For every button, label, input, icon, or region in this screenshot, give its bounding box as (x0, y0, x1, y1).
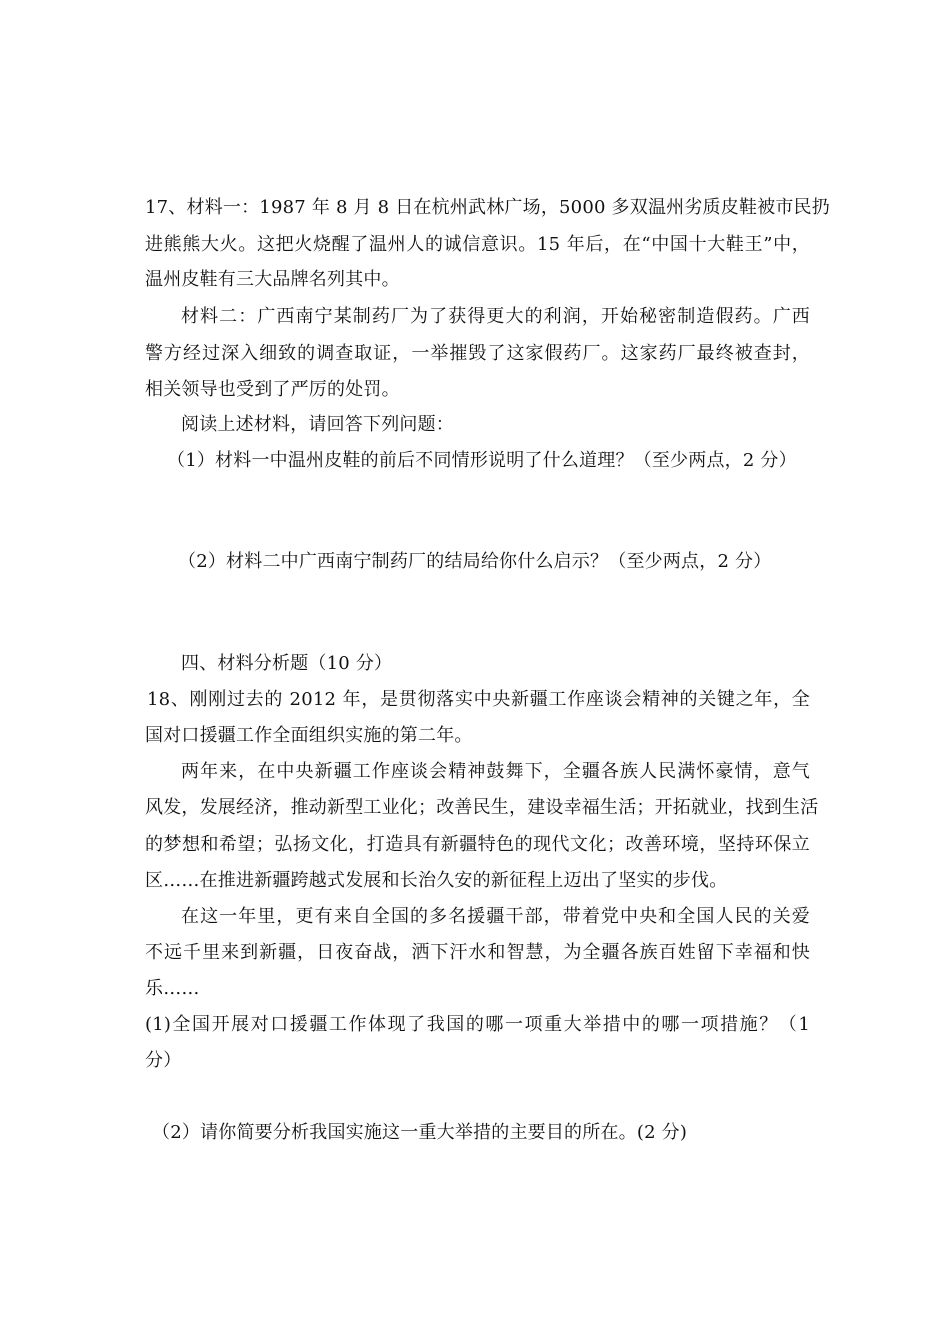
q17-reading-prompt: 阅读上述材料，请回答下列问题： (181, 414, 454, 435)
q18-subquestion-2: （2）请你简要分析我国实施这一重大举措的主要目的所在。(2 分) (152, 1122, 688, 1143)
q17-material2-line1: 材料二：广西南宁某制药厂为了获得更大的利润，开始秘密制造假药。广西 (181, 306, 810, 327)
q17-material1-line3: 温州皮鞋有三大品牌名列其中。 (145, 269, 400, 290)
q18-para3-line3: 乐…… (145, 978, 200, 999)
q17-material1-line1: 17、材料一：1987 年 8 月 8 日在杭州武林广场，5000 多双温州劣质皮鞋被市民扔 (145, 197, 830, 218)
q18-para3-line1: 在这一年里，更有来自全国的多名援疆干部，带着党中央和全国人民的关爱 (181, 906, 810, 927)
q17-subquestion-2: （2）材料二中广西南宁制药厂的结局给你什么启示？（至少两点，2 分） (178, 551, 772, 572)
q18-para2-line2: 风发，发展经济，推动新型工业化；改善民生，建设幸福生活；开拓就业，找到生活 (145, 797, 819, 818)
q17-material1-line2: 进熊熊大火。这把火烧醒了温州人的诚信意识。15 年后，在“中国十大鞋王”中， (145, 234, 810, 255)
q18-intro-line1: 18、刚刚过去的 2012 年，是贯彻落实中央新疆工作座谈会精神的关键之年，全 (147, 689, 810, 710)
q18-para2-line3: 的梦想和希望；弘扬文化，打造具有新疆特色的现代文化；改善环境，坚持环保立 (145, 834, 810, 855)
q17-material2-line2: 警方经过深入细致的调查取证，一举摧毁了这家假药厂。这家药厂最终被查封， (145, 343, 810, 364)
q18-para3-line2: 不远千里来到新疆，日夜奋战，洒下汗水和智慧，为全疆各族百姓留下幸福和快 (145, 942, 810, 963)
q17-material2-line3: 相关领导也受到了严厉的处罚。 (145, 379, 400, 400)
q18-subquestion-1-line1: (1)全国开展对口援疆工作体现了我国的哪一项重大举措中的哪一项措施？（1 (145, 1014, 810, 1035)
q17-subquestion-1: （1）材料一中温州皮鞋的前后不同情形说明了什么道理？（至少两点，2 分） (167, 450, 797, 471)
q18-intro-line2: 国对口援疆工作全面组织实施的第二年。 (145, 725, 473, 746)
q18-para2-line1: 两年来，在中央新疆工作座谈会精神鼓舞下，全疆各族人民满怀豪情，意气 (181, 761, 810, 782)
section-heading: 四、材料分析题（10 分） (181, 653, 393, 674)
q18-subquestion-1-line2: 分） (145, 1050, 182, 1071)
q18-para2-line4: 区……在推进新疆跨越式发展和长治久安的新征程上迈出了坚实的步伐。 (145, 870, 728, 891)
